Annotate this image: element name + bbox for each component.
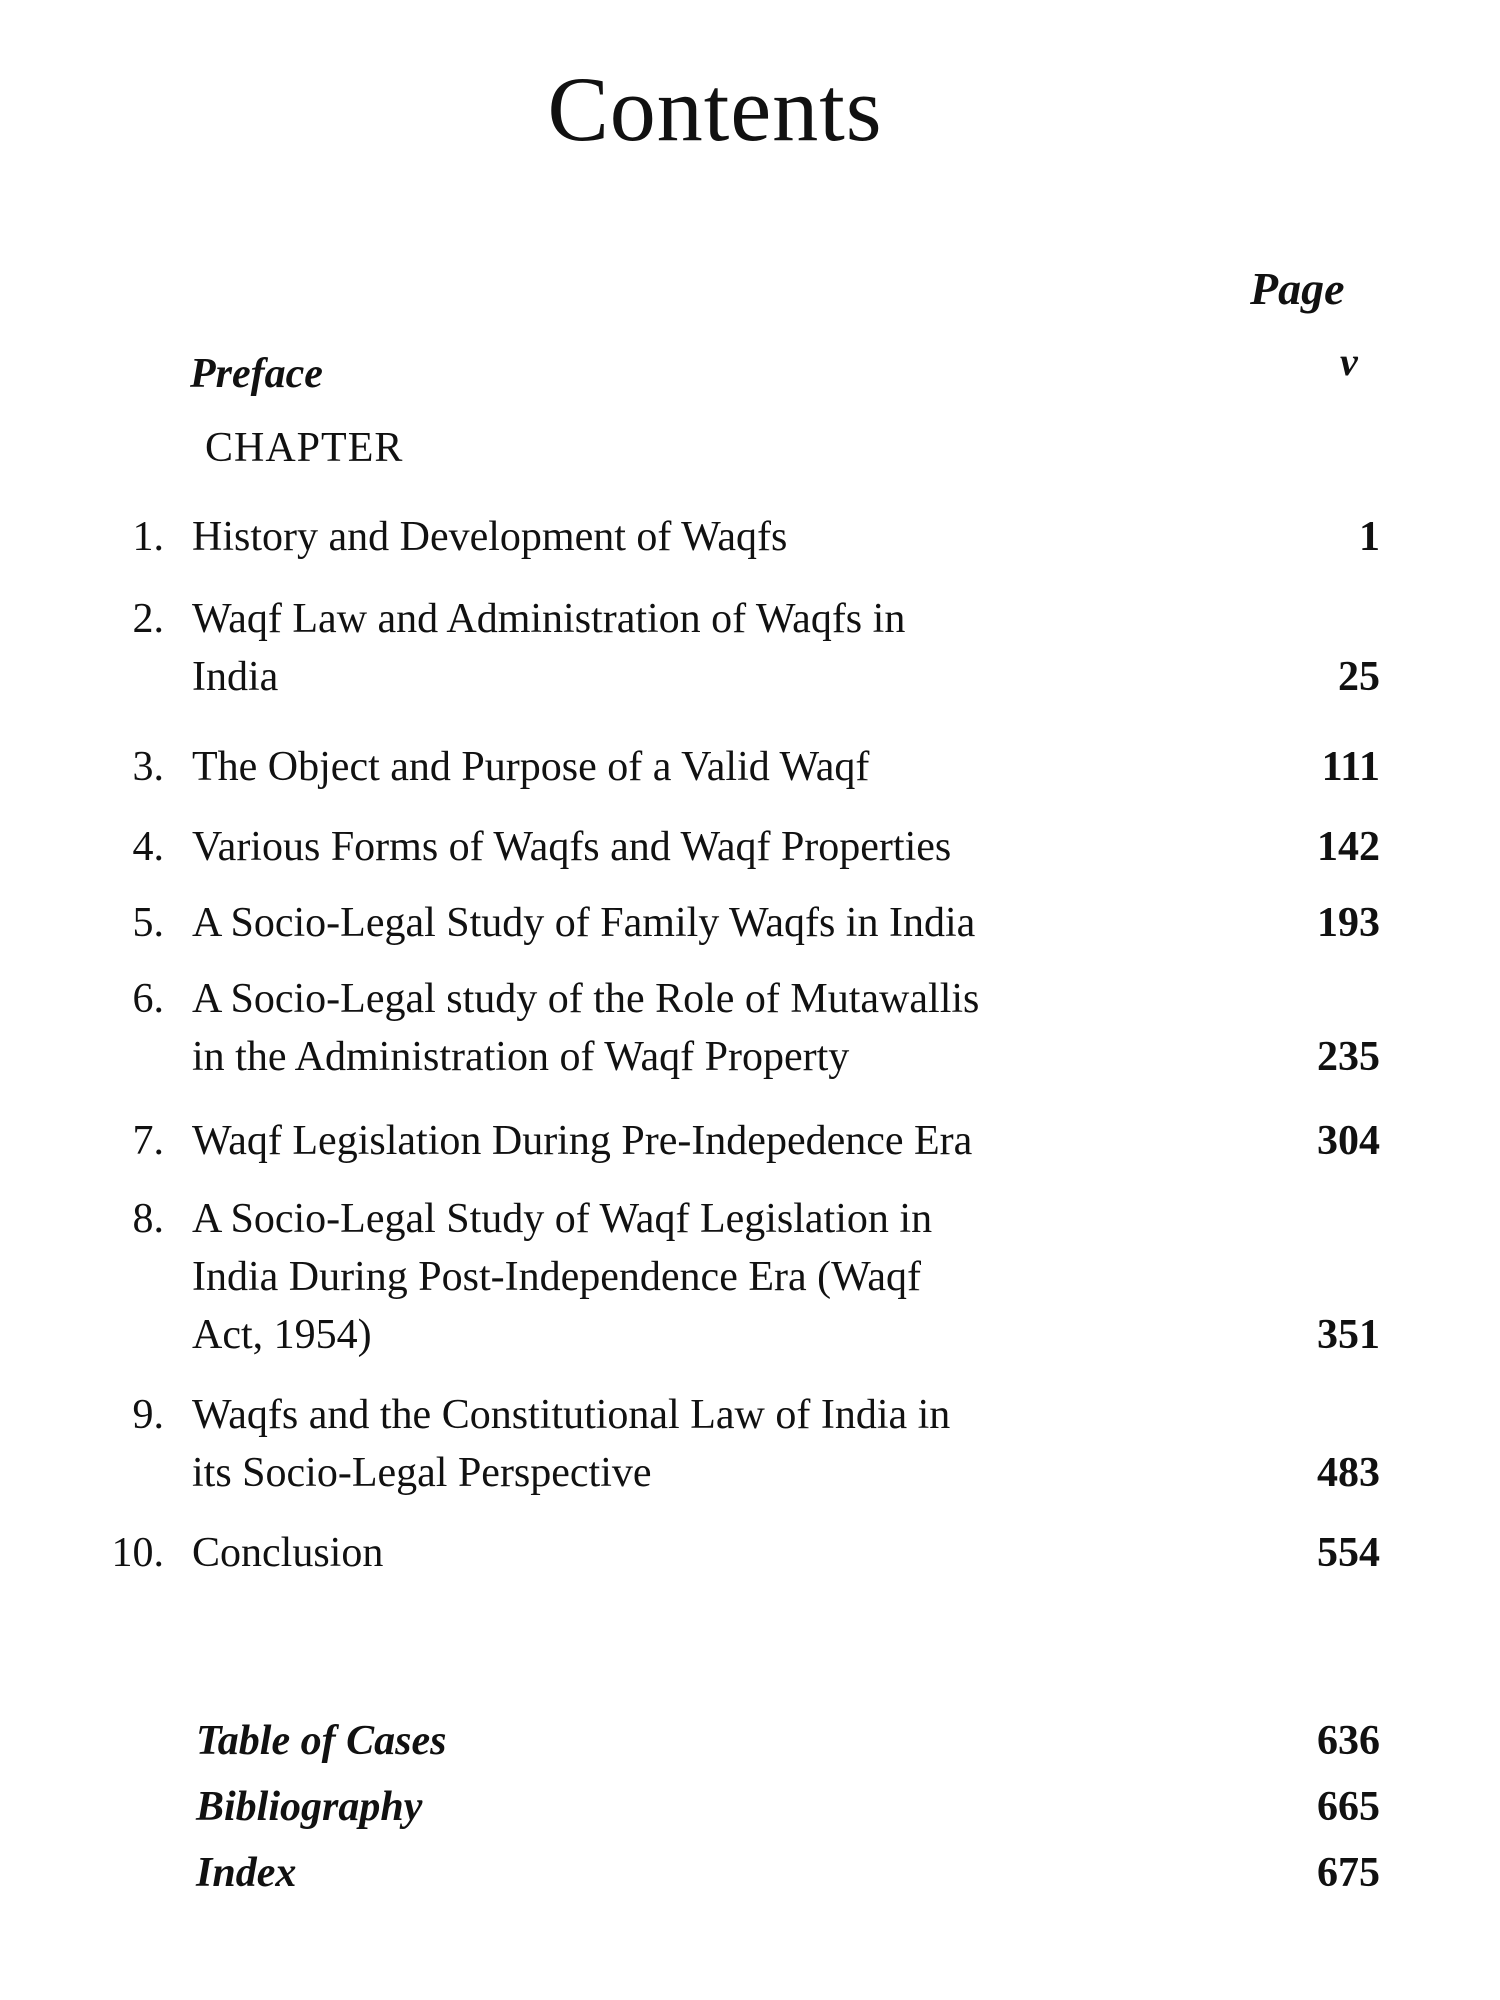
chapter-number: 7. [132,1118,164,1164]
back-matter-entry [196,1712,1380,1770]
chapter-page-number: 351 [1317,1312,1380,1358]
back-matter-label: Index [196,1850,297,1896]
chapter-page-number: 483 [1317,1450,1380,1496]
chapter-page-number: 554 [1317,1530,1380,1576]
chapter-number: 4. [132,824,164,870]
toc-entry [100,818,1380,876]
chapter-title: A Socio-Legal Study of Family Waqfs in India [192,900,976,946]
toc-entry [100,1386,1380,1502]
chapter-page-number: 142 [1317,824,1380,870]
chapter-number: 10. [111,1530,164,1576]
back-matter-entry [196,1844,1380,1902]
toc-entry [100,590,1380,706]
chapter-number: 3. [132,744,164,790]
back-matter-entry [196,1778,1380,1836]
chapter-title: Conclusion [192,1530,384,1576]
preface-page-number: v [1340,339,1358,384]
chapter-title: Various Forms of Waqfs and Waqf Properties [192,824,952,870]
toc-entry [100,970,1380,1086]
toc-entry [100,1112,1380,1170]
page-title: Contents [547,58,883,160]
back-matter-page-number: 675 [1317,1850,1380,1896]
chapter-number: 2. [132,596,164,642]
chapter-page-number: 1 [1359,514,1380,560]
toc-entry [100,1190,1380,1364]
chapter-title: History and Development of Waqfs [192,514,788,560]
back-matter-page-number: 665 [1317,1784,1380,1830]
chapter-page-number: 193 [1317,900,1380,946]
toc-entry [100,894,1380,952]
back-matter-label: Bibliography [196,1784,423,1830]
chapter-title: Waqf Law and Administration of Waqfs in India [192,596,906,700]
toc-entry [100,738,1380,796]
chapter-heading: CHAPTER [205,425,404,471]
chapter-number: 1. [132,514,164,560]
chapter-page-number: 25 [1338,654,1380,700]
chapter-title: Waqf Legislation During Pre-Indepedence Era [192,1118,973,1164]
chapter-number: 5. [132,900,164,946]
chapter-number: 6. [132,976,164,1022]
chapter-number: 8. [132,1196,164,1242]
chapter-page-number: 304 [1317,1118,1380,1164]
chapter-page-number: 111 [1321,744,1380,790]
chapter-title: The Object and Purpose of a Valid Waqf [192,744,870,790]
toc-entry [100,508,1380,566]
page-column-heading: Page [1250,263,1345,314]
chapter-title: Waqfs and the Constitutional Law of India in its Socio-Legal Perspective [192,1392,951,1496]
chapter-page-number: 235 [1317,1034,1380,1080]
preface-label: Preface [190,351,323,397]
chapter-number: 9. [132,1392,164,1438]
chapter-title: A Socio-Legal Study of Waqf Legislation in India During Post-Independence Era (Waqf Act, 1954) [192,1196,933,1358]
back-matter-page-number: 636 [1317,1718,1380,1764]
toc-entry [100,1524,1380,1582]
chapter-title: A Socio-Legal study of the Role of Mutawallis in the Administration of Waqf Property [192,976,980,1080]
back-matter-label: Table of Cases [196,1718,447,1764]
